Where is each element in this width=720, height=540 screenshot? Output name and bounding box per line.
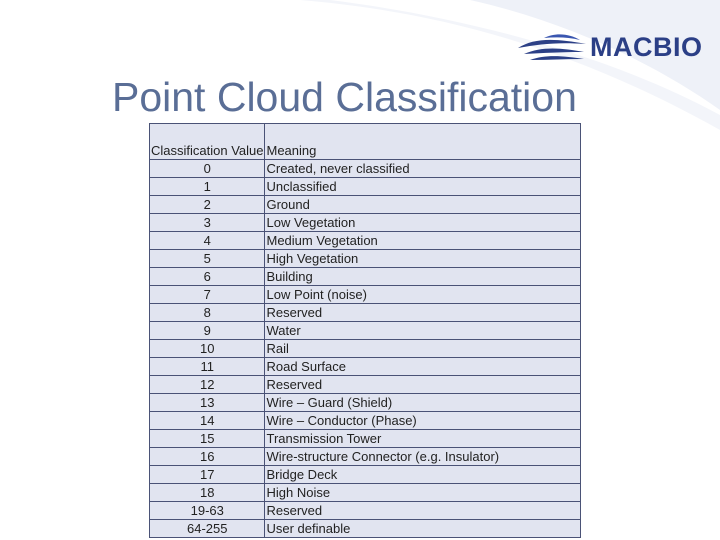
header-meaning: Meaning [265, 124, 581, 160]
table-row [150, 304, 581, 322]
table-row [150, 178, 581, 196]
meaning-cell: Ground [265, 196, 581, 214]
classification-value-cell: 17 [150, 466, 265, 484]
table-row [150, 448, 581, 466]
meaning-cell: Road Surface [265, 358, 581, 376]
table-row [150, 322, 581, 340]
meaning-cell: High Vegetation [265, 250, 581, 268]
table-row [150, 196, 581, 214]
meaning-cell: Transmission Tower [265, 430, 581, 448]
table-row [150, 520, 581, 538]
brand-name: MACBIO [590, 32, 703, 62]
classification-value-cell: 1 [150, 178, 265, 196]
meaning-cell: Low Vegetation [265, 214, 581, 232]
classification-value-cell: 14 [150, 412, 265, 430]
meaning-cell: Bridge Deck [265, 466, 581, 484]
table-row [150, 394, 581, 412]
classification-value-cell: 18 [150, 484, 265, 502]
classification-value-cell: 10 [150, 340, 265, 358]
classification-value-cell: 15 [150, 430, 265, 448]
classification-value-cell: 5 [150, 250, 265, 268]
page-title: Point Cloud Classification [112, 74, 577, 120]
table-row [150, 430, 581, 448]
meaning-cell: Wire – Guard (Shield) [265, 394, 581, 412]
meaning-cell: Building [265, 268, 581, 286]
meaning-cell: Low Point (noise) [265, 286, 581, 304]
classification-value-cell: 0 [150, 160, 265, 178]
classification-value-cell: 11 [150, 358, 265, 376]
table-row [150, 376, 581, 394]
table-row [150, 232, 581, 250]
meaning-cell: Wire-structure Connector (e.g. Insulator) [265, 448, 581, 466]
table-row [150, 286, 581, 304]
meaning-cell: Reserved [265, 304, 581, 322]
classification-value-cell: 7 [150, 286, 265, 304]
table-row [150, 214, 581, 232]
table-row [150, 268, 581, 286]
classification-value-cell: 64-255 [150, 520, 265, 538]
classification-value-cell: 13 [150, 394, 265, 412]
meaning-cell: Water [265, 322, 581, 340]
meaning-cell: Unclassified [265, 178, 581, 196]
meaning-cell: Reserved [265, 502, 581, 520]
table-row [150, 412, 581, 430]
table-row [150, 358, 581, 376]
meaning-cell: Wire – Conductor (Phase) [265, 412, 581, 430]
table-header-row [150, 124, 581, 160]
classification-value-cell: 2 [150, 196, 265, 214]
classification-value-cell: 6 [150, 268, 265, 286]
classification-value-cell: 8 [150, 304, 265, 322]
classification-value-cell: 3 [150, 214, 265, 232]
classification-value-cell: 9 [150, 322, 265, 340]
classification-value-cell: 12 [150, 376, 265, 394]
table-row [150, 160, 581, 178]
meaning-cell: Rail [265, 340, 581, 358]
header-classification-value: Classification Value [150, 124, 265, 160]
classification-value-cell: 16 [150, 448, 265, 466]
table-row [150, 502, 581, 520]
meaning-cell: High Noise [265, 484, 581, 502]
table-row [150, 250, 581, 268]
meaning-cell: Medium Vegetation [265, 232, 581, 250]
table-row [150, 484, 581, 502]
meaning-cell: User definable [265, 520, 581, 538]
classification-value-cell: 19-63 [150, 502, 265, 520]
classification-value-cell: 4 [150, 232, 265, 250]
meaning-cell: Reserved [265, 376, 581, 394]
classification-table [149, 123, 581, 538]
meaning-cell: Created, never classified [265, 160, 581, 178]
table-row [150, 466, 581, 484]
table-row [150, 340, 581, 358]
wave-logo-icon [514, 26, 590, 70]
